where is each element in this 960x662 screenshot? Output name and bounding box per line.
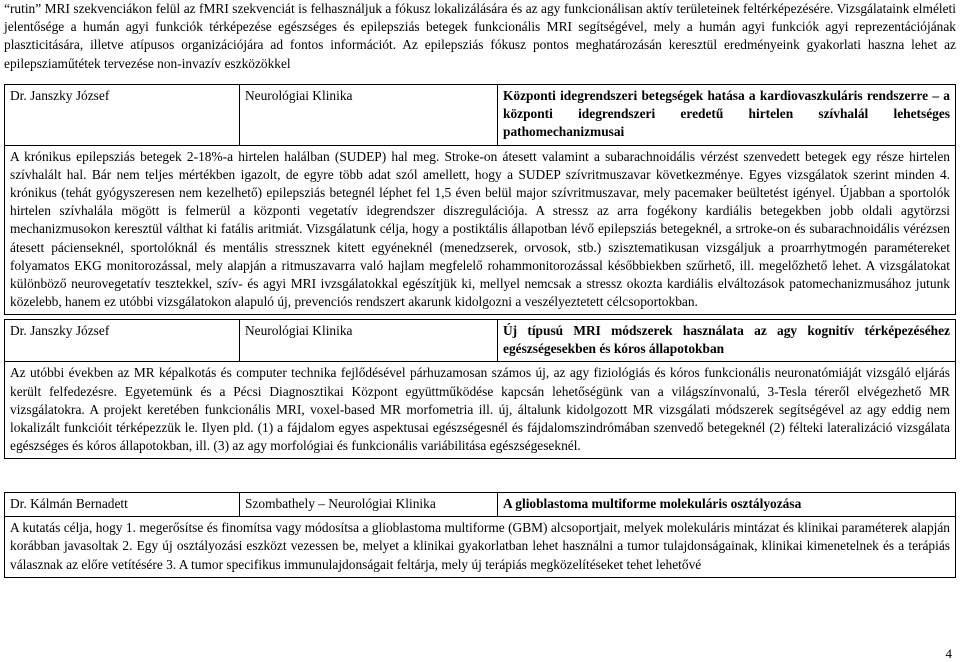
project-description: A krónikus epilepsziás betegek 2-18%-a hirtelen halálban (SUDEP) hal meg. Stroke-on átesett valamint a subarachnoidális vérzést szenvedett betegek egy része hirtelen szívhalált hal. Bár nem teljes mértékben igazolt, de egyre több adat szól amellett, hogy a SUDEP szívritmuszavar következménye. Egyes vizsgálatok szerint minden 4. krónikus (tehát gyógyszeresen nem kezelhető) epilepsziás betegnél léphet fel 1,5 éven belül major szívritmuszavar, mely pacemaker beültetést igényel. Újabban a sportolók hirtelen szívhalála mögött is felmerül a központi vegetatív idegrendszer diszregulációja. A stressz az arra fogékony kardiális betegekben jobb oldali agytörzsi mechanizmusokon keresztül válthat ki fatális aritmiát. Vizsgálatunk célja, hogy a postiktális állapotban lévő epilepsziás betegeknél, a srtroke-on és subarachnoidális vérézsen átesett pácienseknél, sportolóknál és mentális stressznek kitett egyéneknél (menedzserek, orvosok, stb.) szisztematikusan vizsgáljuk a proarrhytmogén paramétereket folyamatos EKG monitorozással, mely alapján a ritmuszavarra való hajlam megfelelő rohammonitorozással későbbiekben szűrhető, ill. megelőzhető lehet. A vizsgálatokat különböző neurovegetatív tesztekkel, szív- és agyi MRI ivzsgálatokkal egészítjük ki, mellyel nemcsak a stressz okozta kardiális elváltozások patomechanizmusához jutunk közelebb, hanem ez utóbbi vizsgálatokon alapuló új, prevenciós rendszert akarunk kidolgozni a veszélyeztetett célcsoportokban.: [5, 145, 956, 315]
project-header-row: [5, 320, 956, 362]
project-description-row: [5, 517, 956, 578]
researcher-name: Dr. Kálmán Bernadett: [5, 493, 240, 517]
project-header-row: [5, 493, 956, 517]
project-table-2: [4, 319, 956, 459]
researcher-name: Dr. Janszky József: [5, 320, 240, 362]
intro-paragraph: “rutin” MRI szekvenciákon felül az fMRI szekvenciát is felhasználjuk a fókusz lokalizálására és az agy funkcionálisan aktív területeinek feltérképezésére. Vizsgálataink elméleti jelentősége a humán agyi funkciók térképezése egészséges és epilepsziás betegek funkcionális MRI segítségével, mely a humán agyi funkciók agyi reprezentációjának plaszticitására, illetve atípusos organizációjára ad fontos információt. Az epilepsziás fókusz pontos meghatározásán keresztül eredményeink gyakorlati haszna lehet az epilepsziaműtétek tervezése non-invazív eszközökkel: [4, 1, 956, 71]
page-number: 4: [945, 646, 952, 661]
project-header-row: [5, 85, 956, 146]
researcher-name: Dr. Janszky József: [5, 85, 240, 146]
project-title: A glioblastoma multiforme molekuláris osztályozása: [498, 493, 956, 517]
project-description-row: [5, 362, 956, 459]
department-name: Neurológiai Klinika: [240, 85, 498, 146]
project-description-row: [5, 145, 956, 315]
department-name: Neurológiai Klinika: [240, 320, 498, 362]
project-title: Új típusú MRI módszerek használata az agy kognitív térképezéséhez egészségesekben és kóros állapotokban: [498, 320, 956, 362]
project-description: Az utóbbi években az MR képalkotás és computer technika fejlődésével párhuzamosan számos új, az agy fiziológiás és kóros funkcionális neuronatómiáját vizsgáló eljárás került felfedezésre. Egyetemünk és a Pécsi Diagnosztikai Központ együttműködése kapcsán lehetőségünk van a világszínvonalú, 3-Tesla téreről elvégezhető MR vizsgálatokra. A projekt keretében funkcionális MRI, voxel-based MR morfometria ill. új, általunk kidolgozott MR vizsgálati módszerek segítségével az agy eddig nem lokalizált funkcióit térképezzük le. Ilyen pld. (1) a fájdalom egyes aspektusai egészségesnél és fájdalomszindrómában szenvedő betegeknél (2) félteki lateralizáció vizsgálata egészséges és kóros állapotokban, ill. (3) az agy morfológiai és funkcionális variábilitása egészségeseknél.: [5, 362, 956, 459]
project-table-3: [4, 492, 956, 578]
project-title: Központi idegrendszeri betegségek hatása a kardiovaszkuláris rendszerre – a központi idegrendszeri eredetű hirtelen szívhalál lehetséges pathomechanizmusai: [498, 85, 956, 146]
intro-paragraph-block: [4, 0, 956, 73]
department-name: Szombathely – Neurológiai Klinika: [240, 493, 498, 517]
project-description: A kutatás célja, hogy 1. megerősítse és finomítsa vagy módosítsa a glioblastoma multiforme (GBM) alcsoportjait, melyek molekuláris mintázat és klinikai paraméterek alapján korábban javasoltak 2. Egy új osztályozási eszközt vezessen be, melyet a klinikai gyakorlatban lehet használni a tumor tulajdonságainak, klinikai kimenetelnek és a terápiás válasznak az előre vetítésére 3. A tumor specifikus immunulajdonságait feltárja, mely új terápiás megközelítéseket tehet lehetővé: [5, 517, 956, 578]
project-table-1: [4, 84, 956, 315]
